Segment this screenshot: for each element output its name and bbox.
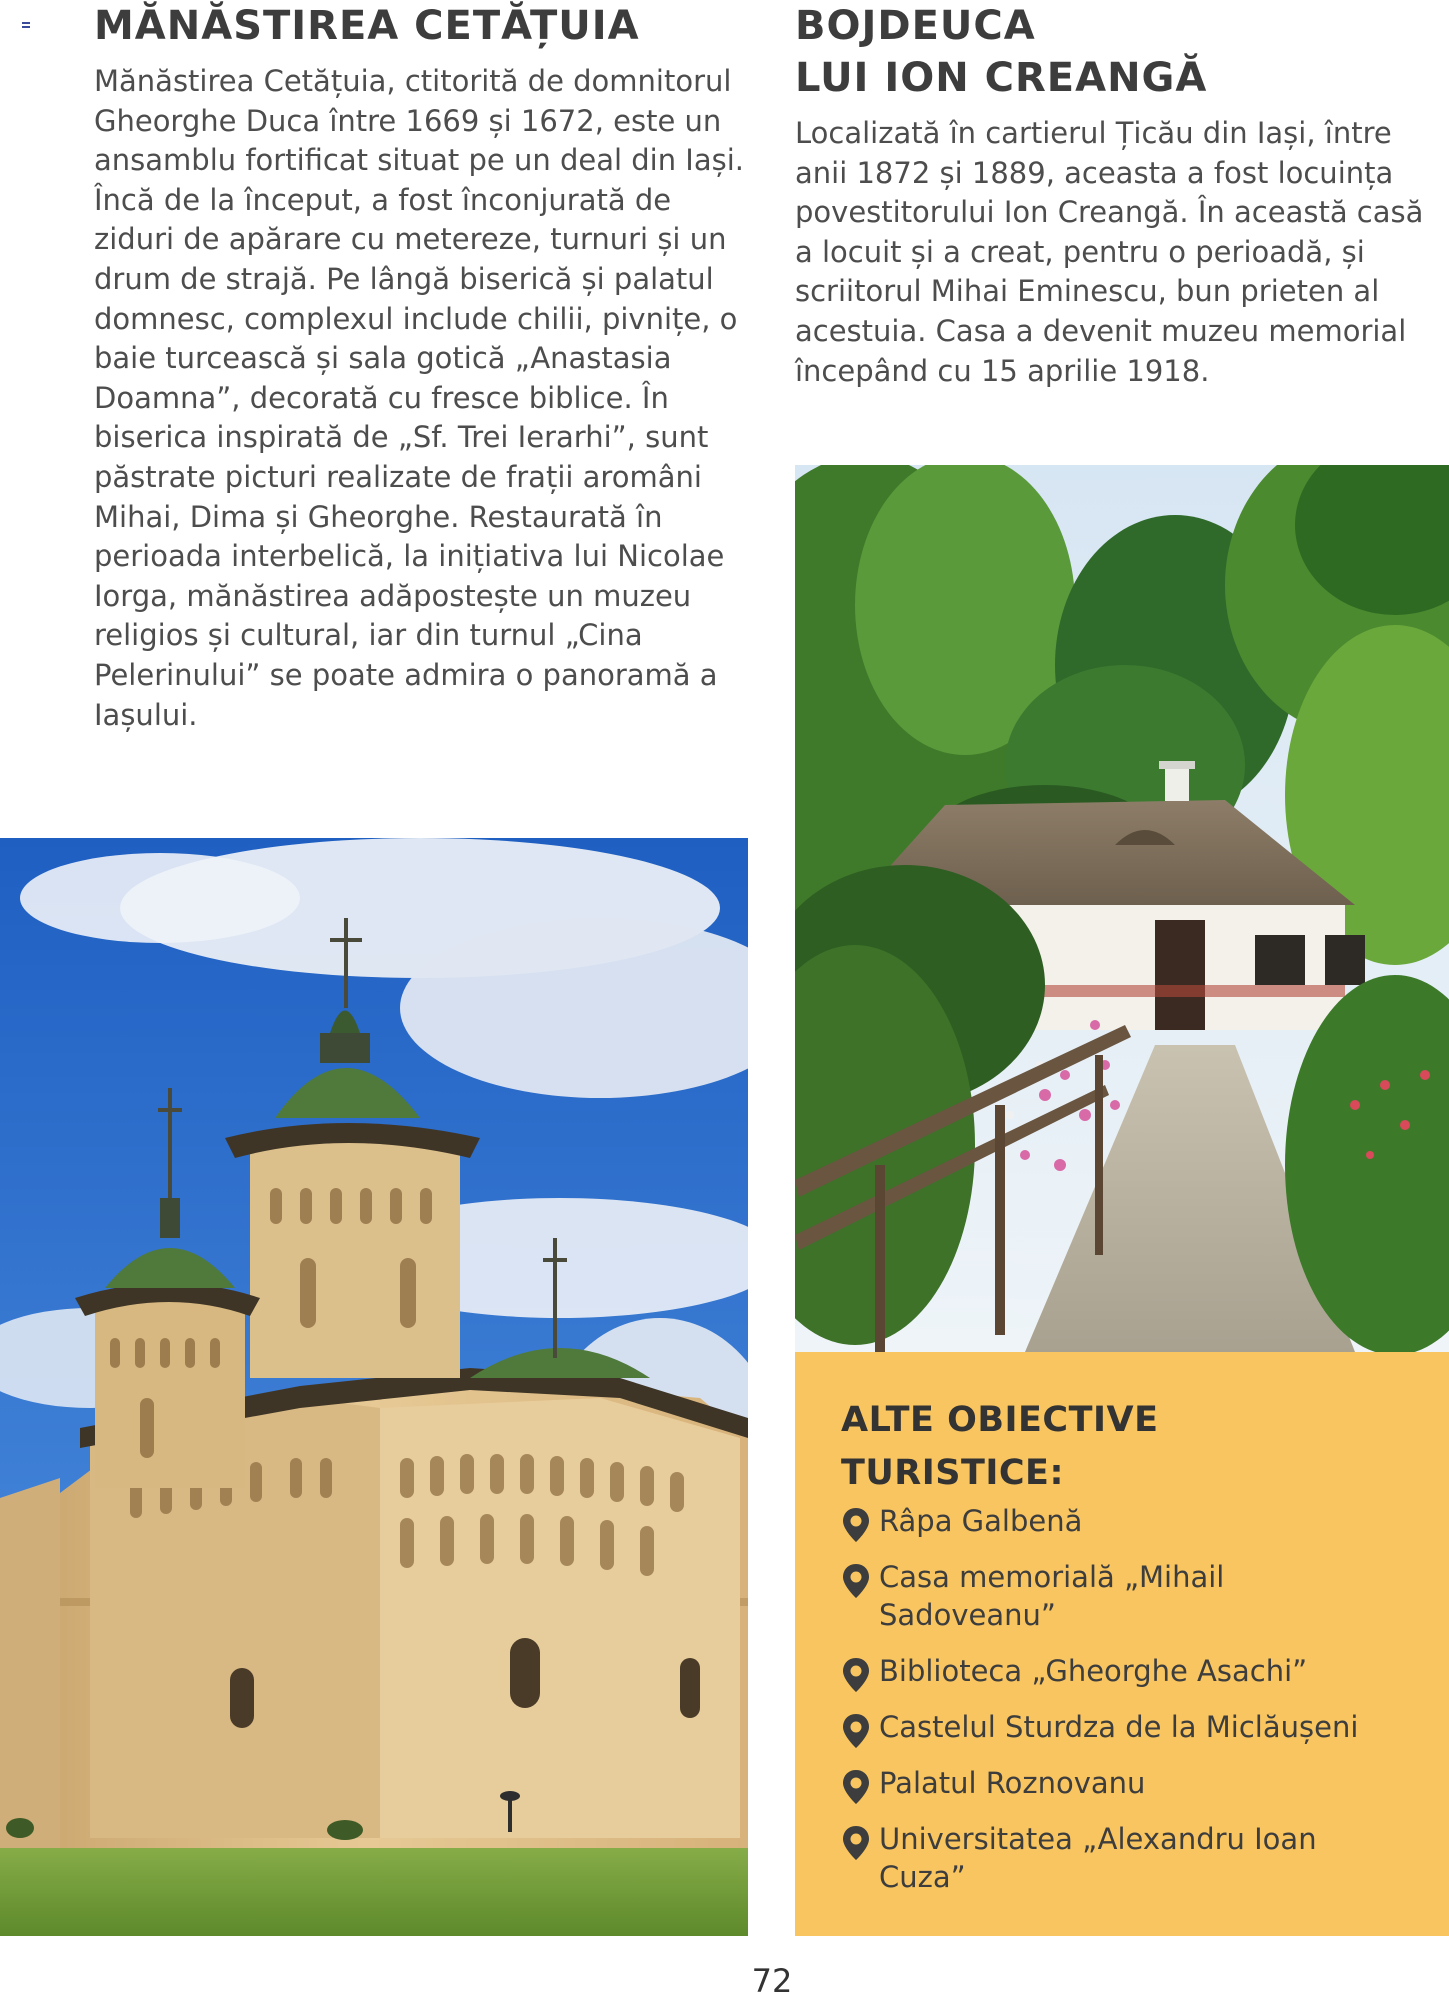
bojdeuca-title-line1: BOJDEUCA <box>795 3 1036 49</box>
monastery-title: MĂNĂSTIREA CETĂȚUIA <box>94 3 640 49</box>
list-item <box>841 1708 1441 1746</box>
attraction-label: Palatul Roznovanu <box>879 1766 1146 1800</box>
monastery-description: Mănăstirea Cetățuia, ctitorită de domnitorul Gheorghe Duca între 1669 și 1672, este un ansamblu fortificat situat pe un deal din Iași. Încă de la început, a fost înconjurată de ziduri de apărare cu metereze, turnuri și un drum de strajă. Pe lângă biserică și palatul domnesc, complexul include chilii, pivnițe, o baie turcească și sala gotică „Anastasia Doamna”, decorată cu fresce biblice. În biserica inspirată de „Sf. Trei Ierarhi”, sunt păstrate picturi realizate de frații aromâni Mihai, Dima și Gheorghe. Restaurată în perioada interbelică, la inițiativa lui Nicolae Iorga, mănăstirea adăpostește un muzeu religios și cultural, iar din turnul „Cina Pelerinului” se poate admira o panoramă a Iașului. <box>94 64 745 732</box>
attraction-label: Castelul Sturdza de la Miclăușeni <box>879 1710 1359 1744</box>
map-pin-icon <box>841 1712 871 1750</box>
other-attractions-title-line2: TURISTICE: <box>841 1453 1064 1493</box>
list-item <box>841 1764 1441 1802</box>
map-pin-icon <box>841 1824 871 1862</box>
attraction-label: Casa memorială „Mihail Sadoveanu” <box>879 1560 1225 1632</box>
list-item <box>841 1652 1441 1690</box>
list-item <box>841 1820 1319 1896</box>
bojdeuca-title <box>795 0 1435 104</box>
other-attractions-title <box>841 1394 1261 1500</box>
attraction-label: Biblioteca „Gheorghe Asachi” <box>879 1654 1308 1688</box>
menu-mark <box>22 22 30 28</box>
other-attractions-title-line1: ALTE OBIECTIVE <box>841 1400 1159 1440</box>
bojdeuca-photo <box>795 465 1449 1352</box>
list-item <box>841 1558 1299 1634</box>
attraction-label: Râpa Galbenă <box>879 1504 1083 1538</box>
map-pin-icon <box>841 1768 871 1806</box>
attractions-list <box>841 1502 1441 1896</box>
page-number: 72 <box>751 1962 793 2000</box>
bojdeuca-description: Localizată în cartierul Țicău din Iași, între anii 1872 și 1889, aceasta a fost locuința povestitorului Ion Creangă. În această casă a locuit și a creat, pentru o perioadă, și scriitorul Mihai Eminescu, bun prieten al acestuia. Casa a devenit muzeu memorial începând cu 15 aprilie 1918. <box>795 116 1424 388</box>
list-item <box>841 1502 1441 1540</box>
monastery-photo <box>0 838 748 1936</box>
other-attractions-box <box>795 1352 1449 1936</box>
attraction-label: Universitatea „Alexandru Ioan Cuza” <box>879 1822 1317 1894</box>
map-pin-icon <box>841 1656 871 1694</box>
map-pin-icon <box>841 1562 871 1600</box>
map-pin-icon <box>841 1506 871 1544</box>
bojdeuca-title-line2: LUI ION CREANGĂ <box>795 55 1208 101</box>
